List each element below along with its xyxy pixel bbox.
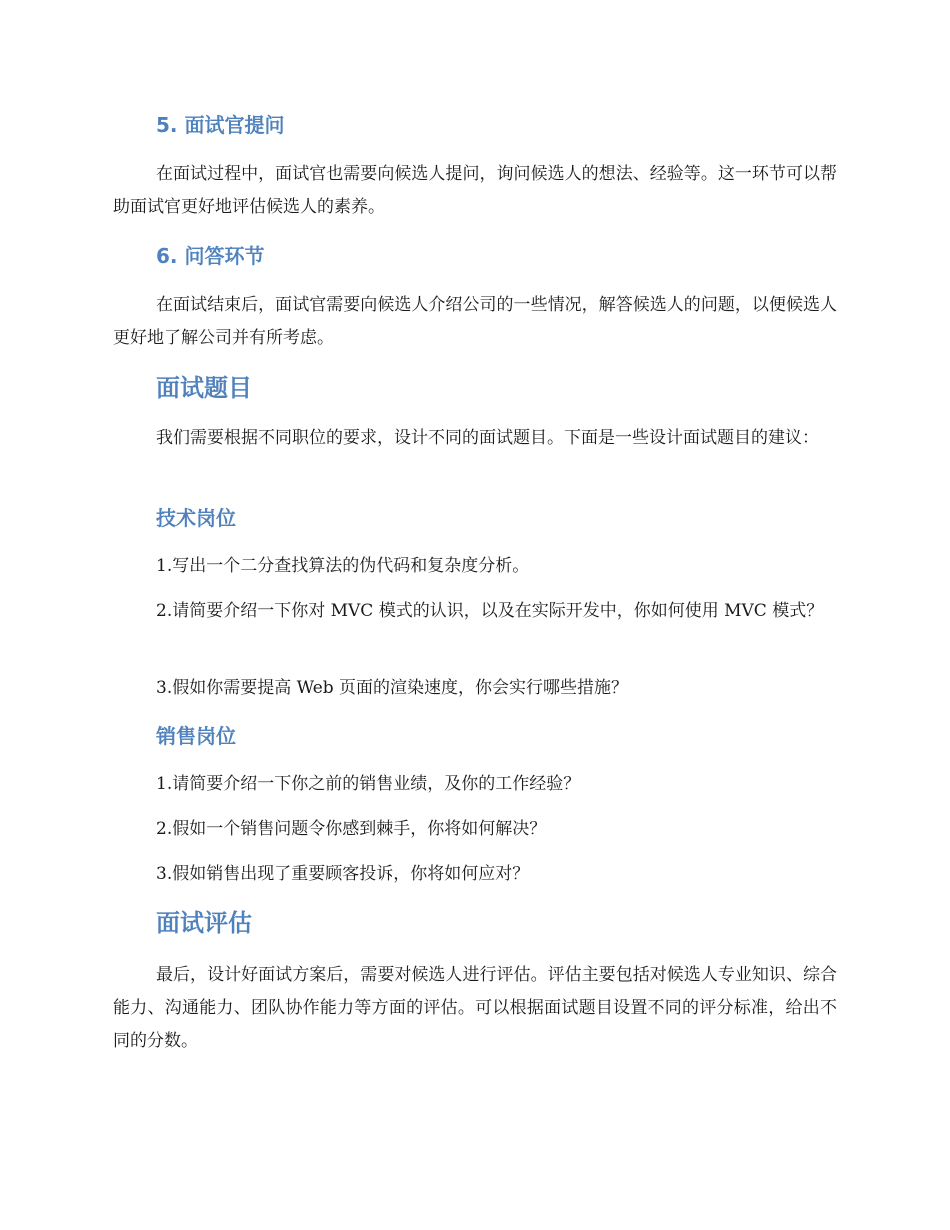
evaluation-paragraph: 最后，设计好面试方案后，需要对候选人进行评估。评估主要包括对候选人专业知识、综合能力、沟通能力、团队协作能力等方面的评估。可以根据面试题目设置不同的评分标准，给出不同的分数。 bbox=[113, 965, 837, 1051]
section-5-paragraph: 在面试过程中，面试官也需要向候选人提问，询问候选人的想法、经验等。这一环节可以帮助面试官更好地评估候选人的素养。 bbox=[113, 164, 837, 217]
tech-question-1: 1.写出一个二分查找算法的伪代码和复杂度分析。 bbox=[156, 556, 530, 576]
tech-question-3: 3.假如你需要提高 Web 页面的渲染速度，你会实行哪些措施？ bbox=[156, 678, 629, 698]
evaluation-heading: 面试评估 bbox=[156, 909, 252, 937]
sales-question-2: 2.假如一个销售问题令你感到棘手，你将如何解决？ bbox=[156, 819, 547, 839]
section-6-paragraph: 在面试结束后，面试官需要向候选人介绍公司的一些情况，解答候选人的问题，以便候选人更好地了解公司并有所考虑。 bbox=[113, 295, 837, 348]
tech-question-2: 2.请简要介绍一下你对 MVC 模式的认识，以及在实际开发中，你如何使用 MVC 模式？ bbox=[156, 601, 824, 621]
sales-question-1: 1.请简要介绍一下你之前的销售业绩，及你的工作经验？ bbox=[156, 774, 581, 794]
section-6-heading: 6. 问答环节 bbox=[156, 244, 265, 268]
sales-question-3: 3.假如销售出现了重要顾客投诉，你将如何应对？ bbox=[156, 864, 530, 884]
sales-position-heading: 销售岗位 bbox=[156, 724, 236, 748]
tech-position-heading: 技术岗位 bbox=[156, 506, 236, 530]
section-5-heading: 5. 面试官提问 bbox=[156, 113, 285, 137]
interview-questions-intro: 我们需要根据不同职位的要求，设计不同的面试题目。下面是一些设计面试题目的建议： bbox=[156, 428, 819, 448]
interview-questions-heading: 面试题目 bbox=[156, 374, 252, 402]
